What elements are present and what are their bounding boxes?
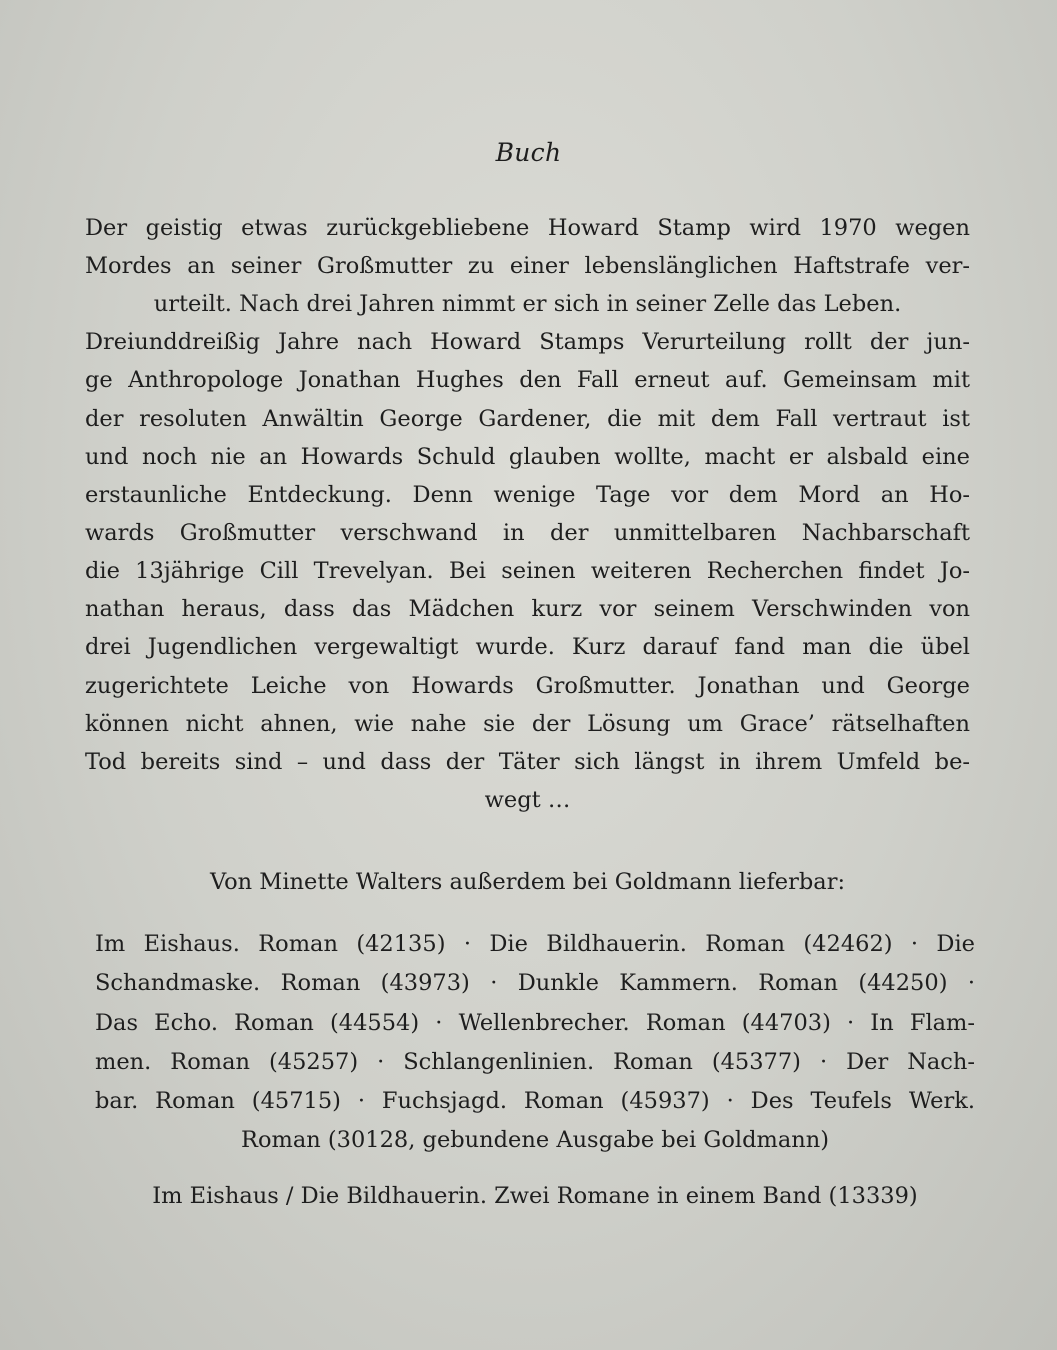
description-line: Dreiunddreißig Jahre nach Howard Stamps Verurteilung rollt der jun- [85,329,970,355]
description-line: wards Großmutter verschwand in der unmittelbaren Nachbarschaft [85,520,970,546]
description-line: der resoluten Anwältin George Gardener, die mit dem Fall vertraut ist [85,406,970,432]
description-line: ge Anthropologe Jonathan Hughes den Fall erneut auf. Gemeinsam mit [85,367,970,393]
title-line: bar. Roman (45715) · Fuchsjagd. Roman (45937) · Des Teufels Werk. [95,1088,975,1114]
description-line: Tod bereits sind – und dass der Täter sich längst in ihrem Umfeld be- [85,749,970,775]
description-line: Der geistig etwas zurückgebliebene Howard Stamp wird 1970 wegen [85,215,970,241]
description-line: können nicht ahnen, wie nahe sie der Lösung um Grace’ rätselhaften [85,711,970,737]
double-volume-line: Im Eishaus / Die Bildhauerin. Zwei Romane in einem Band (13339) [152,1183,918,1209]
title-line: Im Eishaus. Roman (42135) · Die Bildhauerin. Roman (42462) · Die [95,931,975,957]
also-available-heading: Von Minette Walters außerdem bei Goldmann lieferbar: [209,869,846,895]
description-line: erstaunliche Entdeckung. Denn wenige Tage vor dem Mord an Ho- [85,482,970,508]
title-line: Das Echo. Roman (44554) · Wellenbrecher. Roman (44703) · In Flam- [95,1010,975,1036]
description-line: drei Jugendlichen vergewaltigt wurde. Kurz darauf fand man die übel [85,634,970,660]
description-line: zugerichtete Leiche von Howards Großmutter. Jonathan und George [85,673,970,699]
description-line: Mordes an seiner Großmutter zu einer lebenslänglichen Haftstrafe ver- [85,253,970,279]
description-line: nathan heraus, dass das Mädchen kurz vor seinem Verschwinden von [85,596,970,622]
title-line: Schandmaske. Roman (43973) · Dunkle Kammern. Roman (44250) · [95,970,975,996]
title-line: men. Roman (45257) · Schlangenlinien. Roman (45377) · Der Nach- [95,1049,975,1075]
description-line: und noch nie an Howards Schuld glauben wollte, macht er alsbald eine [85,444,970,470]
page-heading: Buch [495,138,562,167]
description-line: die 13jährige Cill Trevelyan. Bei seinen weiteren Recherchen findet Jo- [85,558,970,584]
description-line: wegt … [484,787,571,813]
title-line: Roman (30128, gebundene Ausgabe bei Goldmann) [241,1127,829,1153]
description-line: urteilt. Nach drei Jahren nimmt er sich in seiner Zelle das Leben. [153,291,902,317]
